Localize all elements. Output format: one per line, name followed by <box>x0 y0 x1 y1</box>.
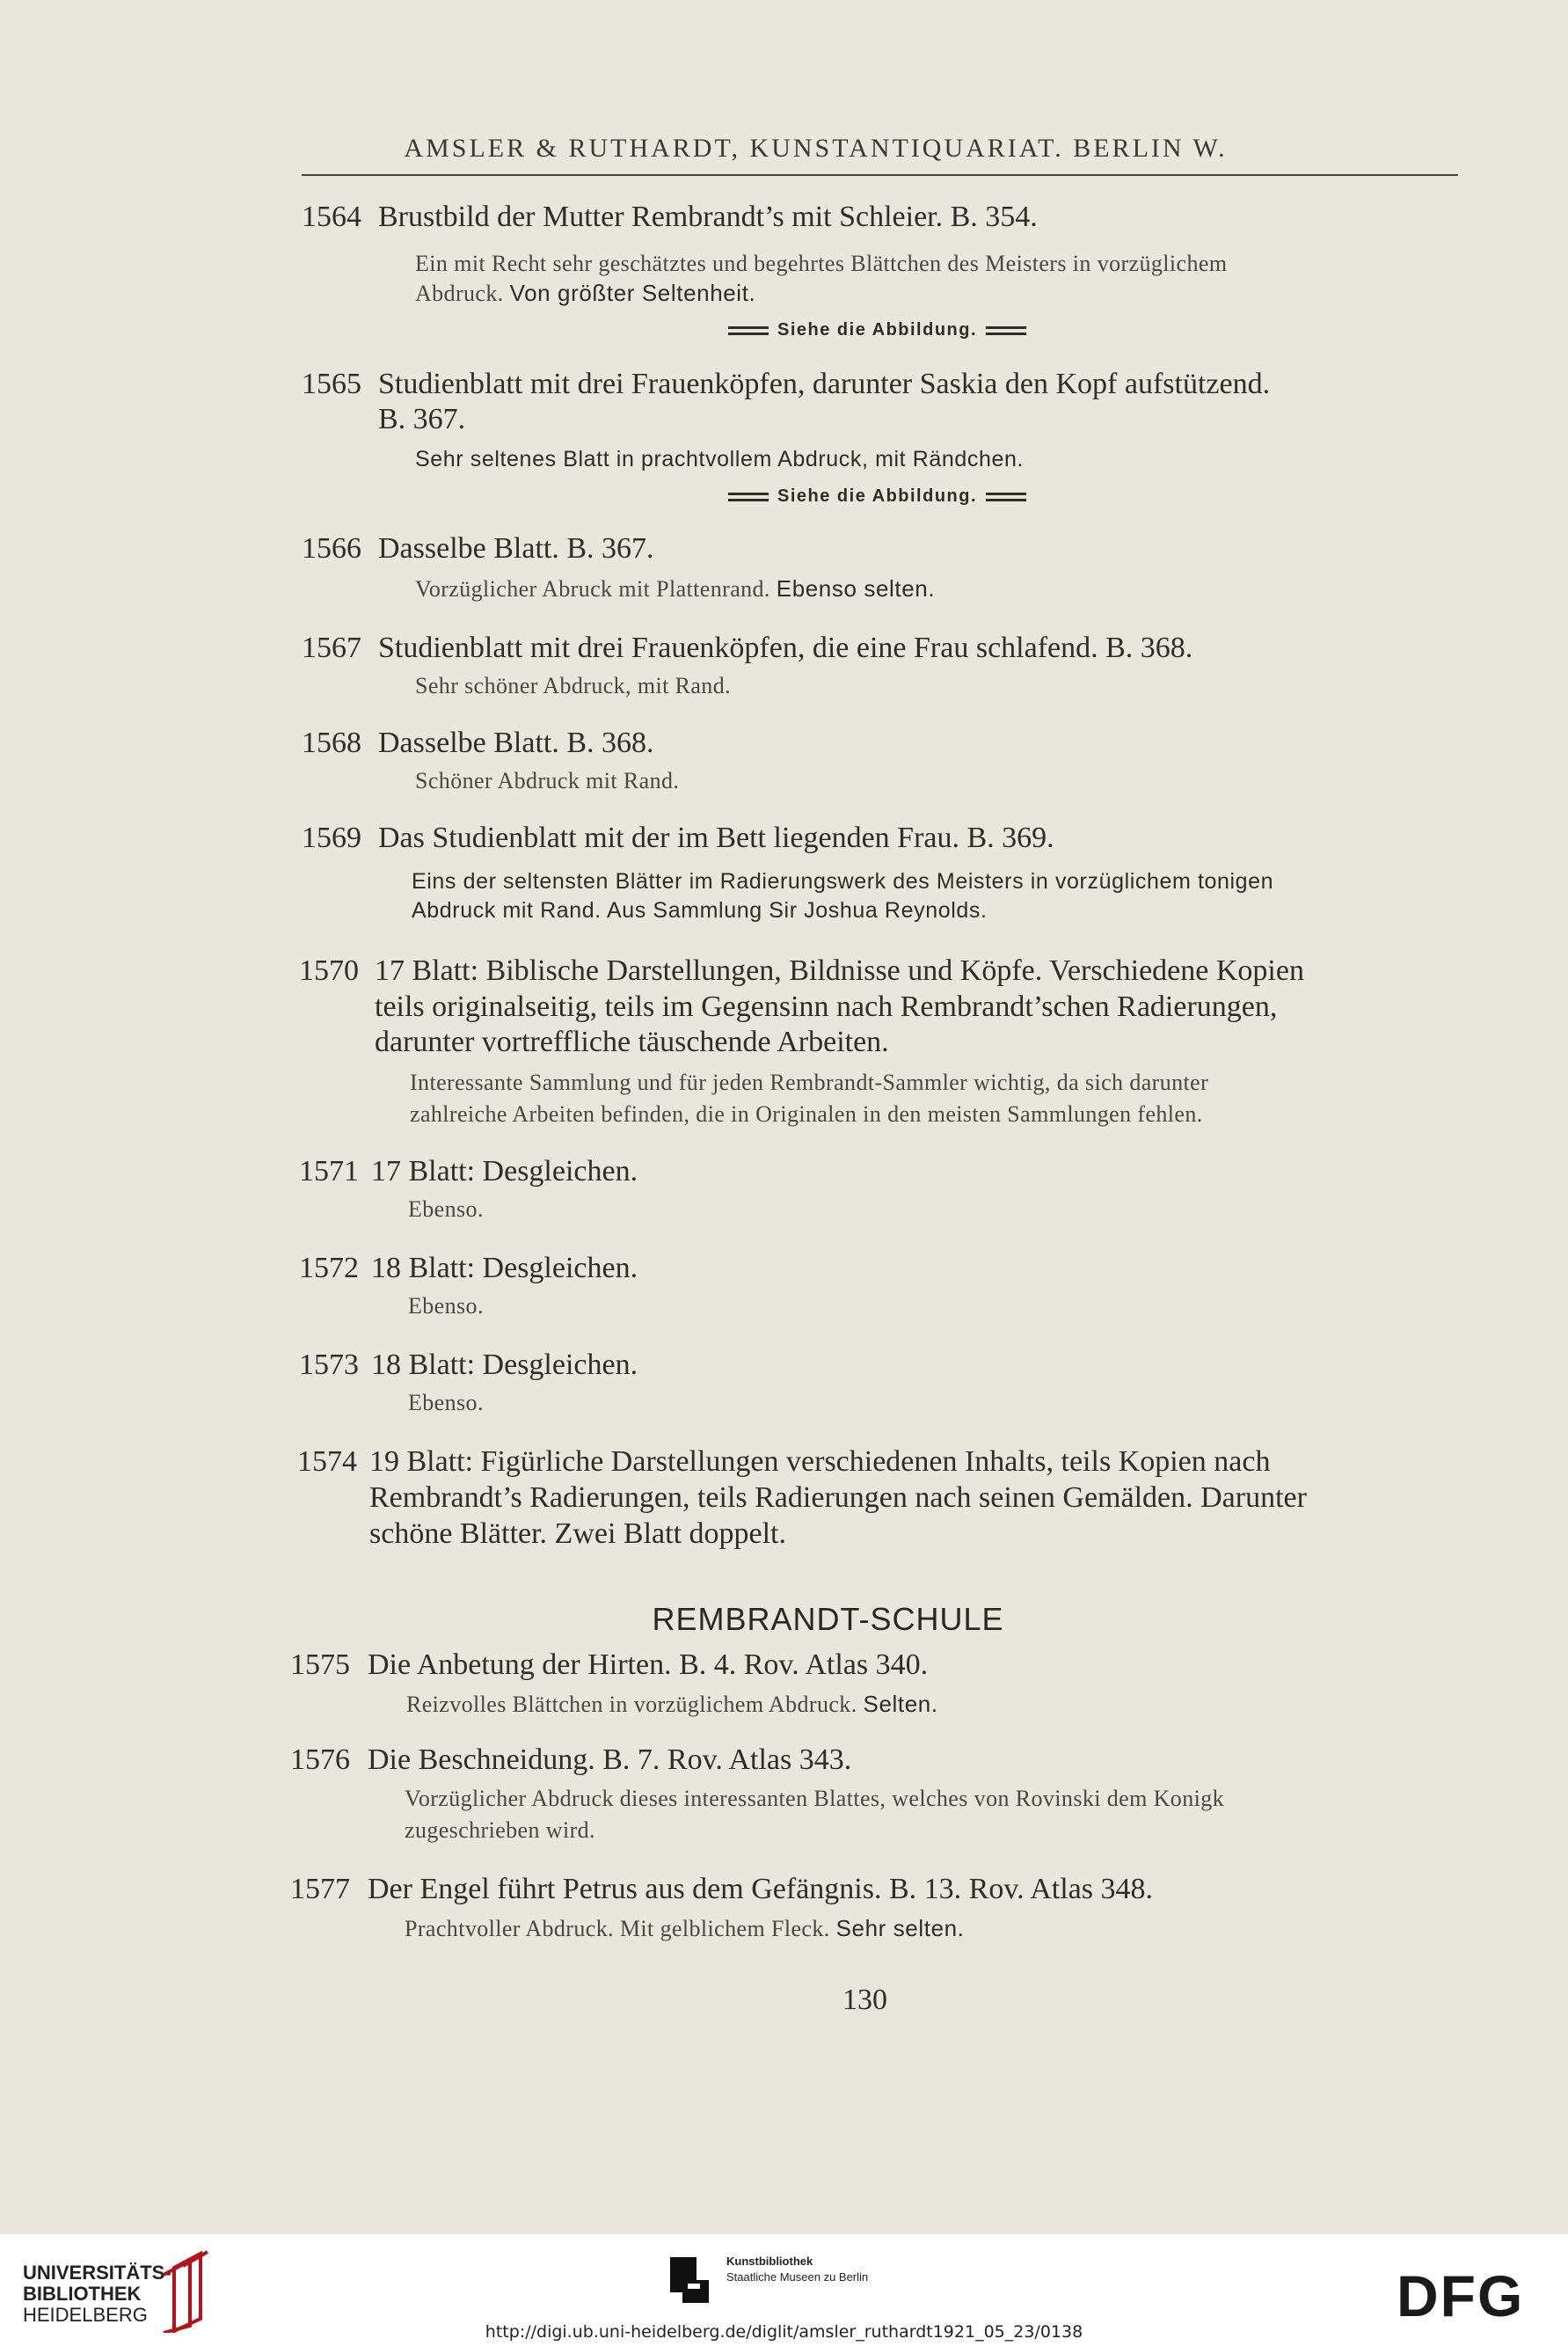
lot-title: 17 Blatt: Biblische Darstellungen, Bildnisse und Köpfe. Verschiedene Kopien <box>375 954 1304 987</box>
lot-description <box>415 575 935 603</box>
lot-title: Das Studienblatt mit der im Bett liegenden Frau. B. 369. <box>378 822 1054 854</box>
lot-title-continued: B. 367. <box>378 403 466 435</box>
lot-number: 1576 <box>290 1743 350 1776</box>
page-number: 130 <box>842 1984 887 2016</box>
lot-number: 1564 <box>302 201 361 233</box>
lot-title-continued: teils originalseitig, teils im Gegensinn nach Rembrandt’schen Radierungen, <box>375 990 1278 1023</box>
lot-title: Die Anbetung der Hirten. B. 4. Rov. Atlas 340. <box>368 1648 929 1681</box>
lot-title: Studienblatt mit drei Frauenköpfen, darunter Saskia den Kopf aufstützend. <box>378 368 1271 400</box>
lot-description <box>405 1915 965 1942</box>
lot-title: 19 Blatt: Figürliche Darstellungen verschiedenen Inhalts, teils Kopien nach <box>369 1445 1271 1478</box>
library-name <box>23 2262 171 2326</box>
lot-description: Interessante Sammlung und für jeden Rembrandt-Sammler wichtig, da sich darunter <box>410 1070 1209 1095</box>
description-text: Reizvolles Blättchen in vorzüglichem Abdruck. <box>406 1692 857 1717</box>
lot-description: Ein mit Recht sehr geschätztes und begehrtes Blättchen des Meisters in vorzüglichem <box>415 251 1228 276</box>
lot-number: 1577 <box>290 1873 350 1905</box>
library-name-line: UNIVERSITÄTS- <box>23 2262 171 2284</box>
see-illustration-note: Siehe die Abbildung. <box>719 320 1035 340</box>
lot-description: Ebenso. <box>408 1293 484 1319</box>
section-heading: REMBRANDT-SCHULE <box>652 1601 1004 1637</box>
lot-description: zugeschrieben wird. <box>405 1817 595 1843</box>
lot-number: 1572 <box>299 1252 359 1284</box>
lot-number: 1574 <box>297 1445 357 1478</box>
lot-title: 18 Blatt: Desgleichen. <box>371 1348 638 1381</box>
dfg-logo: DFG <box>1397 2263 1525 2328</box>
lot-description: Ebenso. <box>408 1390 484 1415</box>
lot-number: 1565 <box>302 368 361 400</box>
lot-number: 1573 <box>299 1348 359 1381</box>
lot-number: 1567 <box>302 632 361 664</box>
lot-title-continued: Rembrandt’s Radierungen, teils Radierungen nach seinen Gemälden. Darunter <box>369 1481 1307 1514</box>
description-emphasis: Sehr selten. <box>835 1915 965 1941</box>
lot-description <box>415 280 755 307</box>
kunstbibliothek-name <box>726 2254 868 2285</box>
lot-title: Dasselbe Blatt. B. 367. <box>378 532 654 565</box>
lot-description: Sehr seltenes Blatt in prachtvollem Abdruck, mit Rändchen. <box>415 447 1025 471</box>
lot-title-continued: darunter vortreffliche täuschende Arbeiten. <box>375 1026 889 1058</box>
lot-title-continued: schöne Blätter. Zwei Blatt doppelt. <box>369 1517 787 1550</box>
kb-name-line: Kunstbibliothek <box>726 2255 813 2268</box>
description-emphasis: Von größter Seltenheit. <box>509 280 756 306</box>
lot-description: Schöner Abdruck mit Rand. <box>415 768 680 793</box>
lot-description: Eins der seltensten Blätter im Radierungswerk des Meisters in vorzüglichem tonigen <box>412 869 1274 894</box>
header-rule <box>302 174 1458 176</box>
see-illustration-note: Siehe die Abbildung. <box>719 486 1035 507</box>
lot-number: 1569 <box>302 822 361 854</box>
description-text: Abdruck. <box>415 281 504 306</box>
lot-title: Die Beschneidung. B. 7. Rov. Atlas 343. <box>368 1743 852 1776</box>
lot-title: Brustbild der Mutter Rembrandt’s mit Schleier. B. 354. <box>378 201 1038 233</box>
description-text: Vorzüglicher Abruck mit Plattenrand. <box>415 576 770 602</box>
lot-number: 1571 <box>299 1155 359 1188</box>
kunstbibliothek-logo-icon <box>670 2257 711 2303</box>
lot-description <box>406 1691 938 1718</box>
description-emphasis: Selten. <box>863 1691 938 1717</box>
library-logo-icon <box>157 2248 215 2333</box>
lot-description: Vorzüglicher Abdruck dieses interessanten Blattes, welches von Rovinski dem Konigk <box>405 1786 1225 1811</box>
lot-number: 1570 <box>299 954 359 987</box>
lot-description: zahlreiche Arbeiten befinden, die in Originalen in den meisten Sammlungen fehlen. <box>410 1101 1203 1127</box>
lot-title: Dasselbe Blatt. B. 368. <box>378 727 654 759</box>
lot-number: 1566 <box>302 532 361 565</box>
lot-title: Studienblatt mit drei Frauenköpfen, die eine Frau schlafend. B. 368. <box>378 632 1193 664</box>
description-emphasis: Ebenso selten. <box>776 575 936 602</box>
lot-title: 18 Blatt: Desgleichen. <box>371 1252 638 1284</box>
lot-number: 1575 <box>290 1648 350 1681</box>
running-header: AMSLER & RUTHARDT, KUNSTANTIQUARIAT. BERLIN W. <box>404 134 1228 163</box>
description-text: Prachtvoller Abdruck. Mit gelblichem Fleck. <box>405 1916 830 1941</box>
lot-description: Abdruck mit Rand. Aus Sammlung Sir Joshua Reynolds. <box>412 898 988 923</box>
library-name-line: BIBLIOTHEK <box>23 2283 142 2305</box>
kb-name-line: Staatliche Museen zu Berlin <box>726 2270 869 2284</box>
lot-number: 1568 <box>302 727 361 759</box>
lot-title: 17 Blatt: Desgleichen. <box>371 1155 638 1188</box>
lot-description: Ebenso. <box>408 1196 484 1222</box>
lot-description: Sehr schöner Abdruck, mit Rand. <box>415 673 732 698</box>
library-name-line: HEIDELBERG <box>23 2304 148 2326</box>
lot-title: Der Engel führt Petrus aus dem Gefängnis. B. 13. Rov. Atlas 348. <box>368 1873 1153 1905</box>
permalink-url[interactable]: http://digi.ub.uni-heidelberg.de/diglit/amsler_ruthardt1921_05_23/0138 <box>485 2322 1083 2342</box>
